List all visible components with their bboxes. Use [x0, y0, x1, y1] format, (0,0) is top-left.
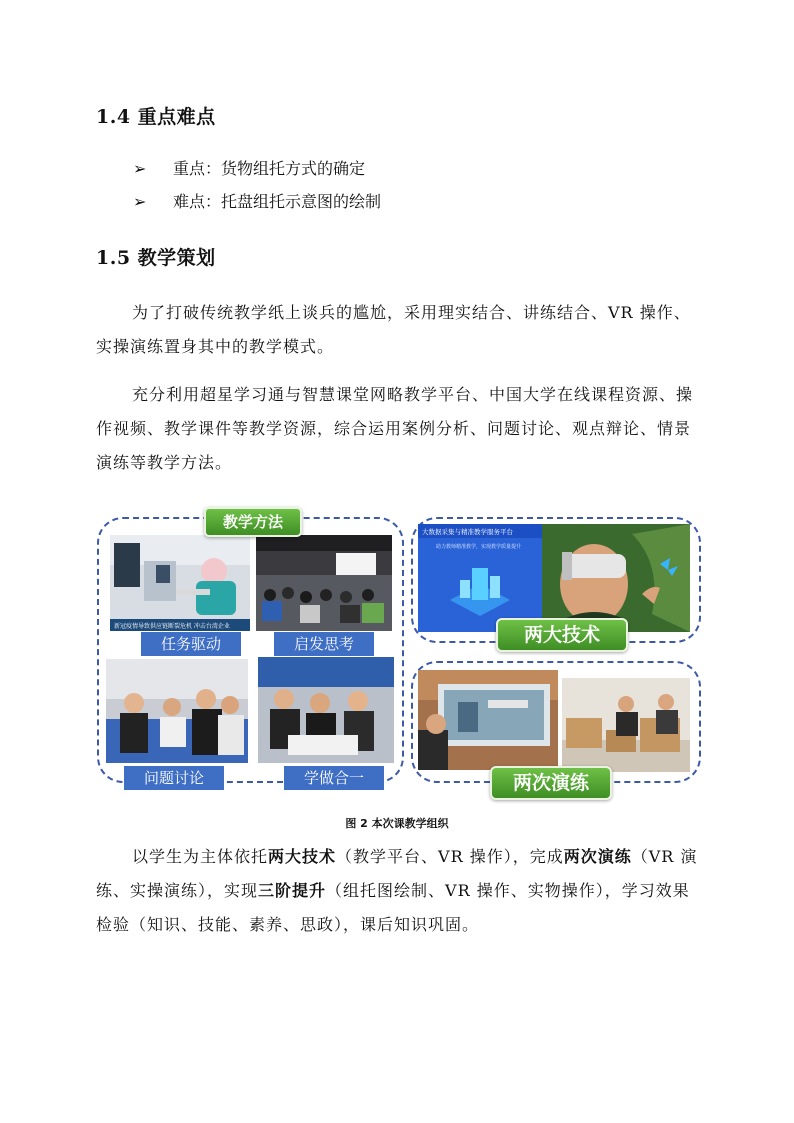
paragraph-teaching-resources: 充分利用超星学习通与智慧课堂网略教学平台、中国大学在线课程资源、操作视频、教学课件等教学资源，综合运用案例分析、问题讨论、观点辩论、情景演练等教学方法。 — [96, 385, 694, 472]
method-label-heuristic: 启发思考 — [274, 632, 374, 656]
learn-by-doing-photo — [258, 657, 394, 763]
lab-work-photo — [110, 535, 250, 631]
discussion-photo — [106, 659, 248, 763]
key-point-text: 重点：货物组托方式的确定 — [173, 159, 366, 178]
two-technologies-title: 两大技术 — [496, 618, 628, 652]
highlight-two-drills: 两次演练 — [563, 847, 632, 866]
method-label-discussion: 问题讨论 — [124, 766, 224, 790]
vr-headset-photo — [542, 524, 690, 632]
section-heading-1-4: 1.4 重点难点 — [96, 106, 216, 128]
teaching-methods-title: 教学方法 — [204, 507, 302, 537]
vr-drill-photo — [418, 670, 558, 770]
lab-banner-text: 新冠疫情导致供应链断裂危机 冲击台湾企业 — [114, 623, 230, 630]
two-drills-title: 两次演练 — [490, 766, 612, 800]
method-label-learn-by-doing: 学做合一 — [284, 766, 384, 790]
platform-title-text: 大数据采集与精准教学服务平台 — [422, 528, 513, 536]
figure-caption: 图 2 本次课教学组织 — [345, 817, 449, 830]
classroom-photo — [256, 535, 392, 631]
difficult-point-item — [133, 189, 381, 212]
highlight-three-stage: 三阶提升 — [258, 881, 327, 900]
teaching-platform-screenshot — [418, 524, 542, 632]
difficult-point-text: 难点：托盘组托示意图的绘制 — [173, 192, 382, 211]
method-label-task-driven: 任务驱动 — [141, 632, 241, 656]
section-heading-1-5: 1.5 教学策划 — [96, 247, 216, 269]
arrow-bullet-icon: ➢ — [133, 192, 147, 211]
platform-subtitle-text: 助力教师精准教学，实现教学质量提升 — [436, 544, 522, 550]
key-point-item — [133, 156, 365, 179]
paragraph-summary: 以学生为主体依托两大技术（教学平台、VR 操作），完成两次演练（VR 演练、实操演练），实现三阶提升（组托图绘制、VR 操作、实物操作），学习效果检验（知识、技能、素养、思政），课后知识巩固。 — [96, 847, 698, 934]
highlight-two-technologies: 两大技术 — [268, 847, 337, 866]
arrow-bullet-icon: ➢ — [133, 159, 147, 178]
paragraph-teaching-mode: 为了打破传统教学纸上谈兵的尴尬，采用理实结合、讲练结合、VR 操作、实操演练置身其中的教学模式。 — [96, 303, 691, 356]
physical-drill-photo — [562, 678, 690, 772]
